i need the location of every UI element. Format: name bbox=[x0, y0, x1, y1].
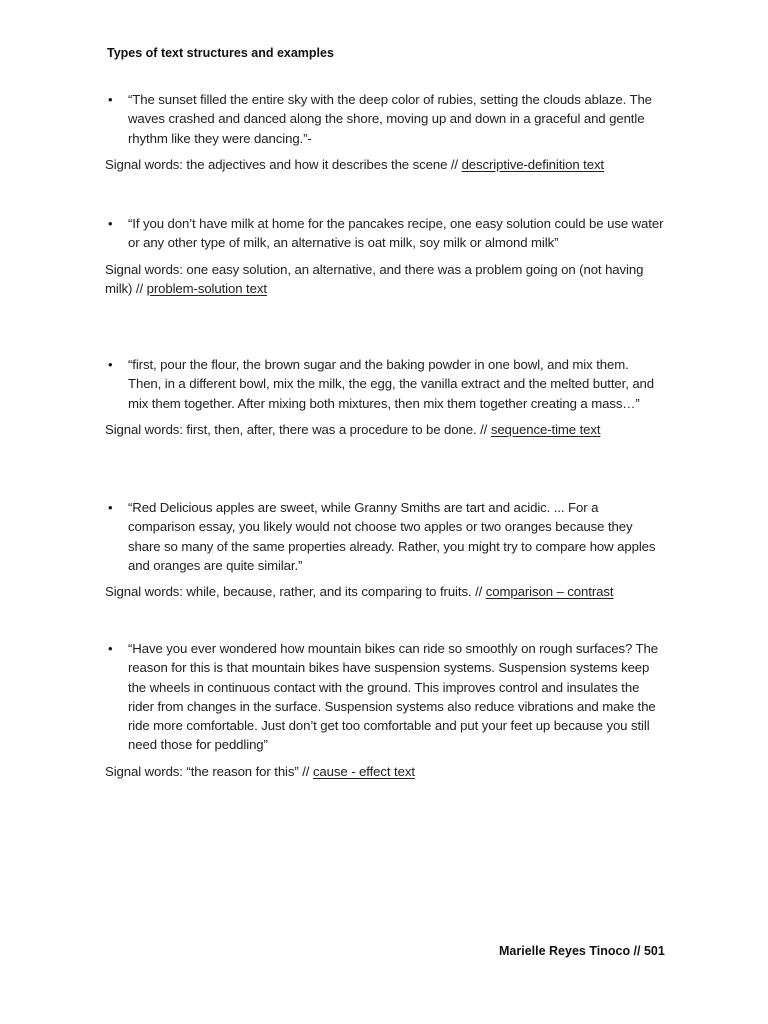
document-title: Types of text structures and examples bbox=[107, 46, 334, 60]
bullet-icon: • bbox=[108, 216, 113, 231]
example-quote-item bbox=[105, 639, 665, 755]
example-quote: “If you don’t have milk at home for the pancakes recipe, one easy solution could be use water or any other type of milk, an alternative is oat milk, soy milk or almond milk” bbox=[128, 216, 664, 251]
example-quote-item bbox=[105, 355, 665, 413]
example-entry-comparison bbox=[105, 498, 665, 601]
text-structure-label: descriptive-definition text bbox=[461, 156, 604, 172]
example-quote-item bbox=[105, 498, 665, 575]
author-footer: Marielle Reyes Tinoco // 501 bbox=[499, 944, 665, 958]
bullet-icon: • bbox=[108, 641, 113, 656]
bullet-icon: • bbox=[108, 357, 113, 372]
example-quote-item bbox=[105, 214, 665, 253]
example-quote: “first, pour the flour, the brown sugar and the baking powder in one bowl, and mix them. Then, in a different bowl, mix the milk, the egg, the vanilla extract and the melted butter, and mix them together. After mixing both mixtures, then mix them together creating a mass…” bbox=[128, 357, 655, 411]
text-structure-label: cause - effect text bbox=[312, 763, 415, 779]
example-quote: “The sunset filled the entire sky with the deep color of rubies, setting the clouds ablaze. The waves crashed and danced along the shore, moving up and down in a graceful and gentle rhythm like they were dancing.”- bbox=[128, 92, 652, 146]
bullet-icon: • bbox=[108, 500, 113, 515]
bullet-icon: • bbox=[108, 92, 113, 107]
signal-words-text: Signal words: first, then, after, there was a procedure to be done. // bbox=[105, 421, 491, 437]
signal-words-text: Signal words: the adjectives and how it describes the scene // bbox=[105, 156, 462, 172]
example-entry-cause-effect bbox=[105, 639, 665, 781]
signal-words-line bbox=[105, 762, 665, 781]
example-quote-item bbox=[105, 90, 665, 148]
signal-words-line bbox=[105, 260, 665, 299]
example-entry-descriptive bbox=[105, 90, 665, 174]
text-structure-label: sequence-time text bbox=[490, 421, 601, 437]
signal-words-text: Signal words: while, because, rather, and its comparing to fruits. // bbox=[105, 584, 486, 600]
example-entry-sequence bbox=[105, 355, 665, 439]
example-quote: “Red Delicious apples are sweet, while Granny Smiths are tart and acidic. ... For a comparison essay, you likely would not choose two apples or two oranges because they share so many of the same properties already. Rather, you might try to compare how apples and oranges are quite similar.” bbox=[128, 500, 656, 573]
example-quote: “Have you ever wondered how mountain bikes can ride so smoothly on rough surfaces? The reason for this is that mountain bikes have suspension systems. Suspension systems keep the wheels in continuous contact with the ground. This improves control and insulates the rider from changes in the surface. Suspension systems also reduce vibrations and make the ride more comfortable. Just don’t get too comfortable and put your feet up because you still need those for peddling” bbox=[128, 641, 658, 753]
signal-words-line bbox=[105, 420, 665, 439]
text-structure-label: comparison – contrast bbox=[485, 584, 614, 600]
signal-words-line bbox=[105, 582, 665, 601]
signal-words-text: Signal words: “the reason for this” // bbox=[105, 763, 313, 779]
signal-words-text: Signal words: one easy solution, an alternative, and there was a problem going on (not having milk) // bbox=[105, 261, 644, 296]
signal-words-line bbox=[105, 155, 665, 174]
text-structure-label: problem-solution text bbox=[146, 280, 267, 296]
example-entry-problem-solution bbox=[105, 214, 665, 298]
